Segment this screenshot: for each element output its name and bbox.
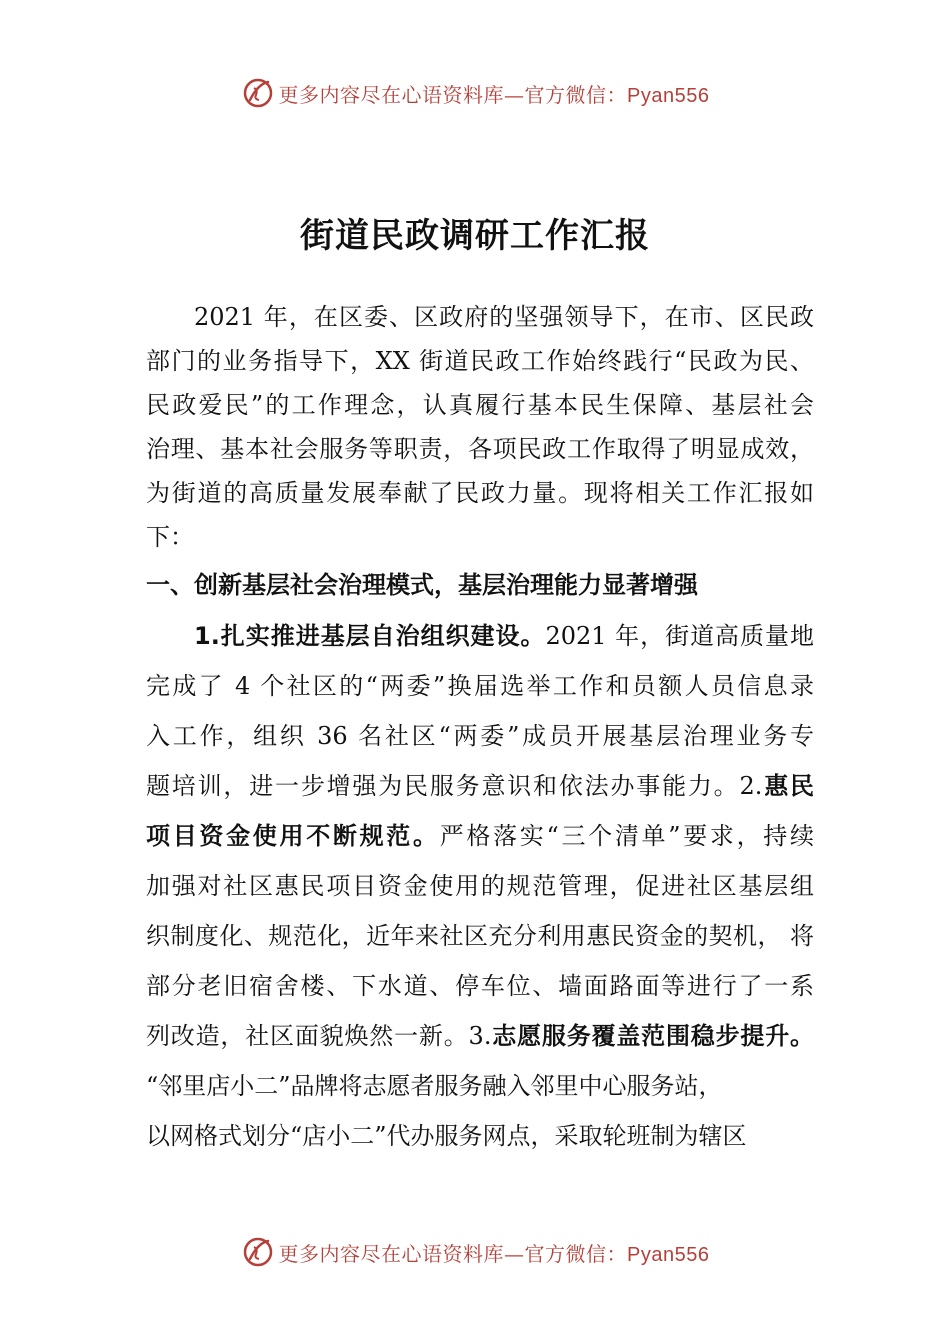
watermark-text: 更多内容尽在心语资料库—官方微信：Pyan556	[278, 82, 710, 107]
paragraph-line: 加强对社区惠民项目资金使用的规范管理，促进社区基层组	[146, 872, 814, 900]
section-heading: 一、创新基层社会治理模式，基层治理能力显著增强	[146, 571, 698, 599]
item-title: 项目资金使用不断规范。	[146, 822, 440, 850]
paragraph-line: 入工作，组织 36 名社区“两委”成员开展基层治理业务专	[146, 722, 814, 750]
paragraph-line: 题培训，进一步增强为民服务意识和依法办事能力。2.惠民	[146, 772, 814, 800]
paragraph-line: 列改造，社区面貌焕然一新。3.志愿服务覆盖范围稳步提升。	[146, 1022, 814, 1050]
paragraph-line: 1.扎实推进基层自治组织建设。2021 年，街道高质量地	[194, 622, 814, 650]
watermark-text: 更多内容尽在心语资料库—官方微信：Pyan556	[278, 1241, 710, 1266]
paragraph-line: 项目资金使用不断规范。严格落实“三个清单”要求，持续	[146, 822, 814, 850]
item-title: 志愿服务覆盖范围稳步提升。	[491, 1022, 814, 1050]
paragraph-line: 部分老旧宿舍楼、下水道、停车位、墙面路面等进行了一系	[146, 972, 814, 1000]
paragraph-line: 下：	[146, 523, 194, 551]
paragraph-line: 完成了 4 个社区的“两委”换届选举工作和员额人员信息录	[146, 672, 814, 700]
paragraph-line: 织制度化、规范化，近年来社区充分利用惠民资金的契机， 将	[146, 922, 814, 950]
paragraph-line: 2021 年，在区委、区政府的坚强领导下，在市、区民政	[194, 303, 814, 331]
paragraph-line: 治理、基本社会服务等职责，各项民政工作取得了明显成效，	[146, 435, 814, 463]
document-body	[146, 295, 814, 1161]
paragraph-line: 以网格式划分“店小二”代办服务网点，采取轮班制为辖区	[146, 1122, 747, 1150]
item-title: 惠民	[762, 772, 814, 800]
item-title: 1.扎实推进基层自治组织建设。	[194, 622, 546, 650]
paragraph-line: 民政爱民”的工作理念，认真履行基本民生保障、基层社会	[146, 391, 814, 419]
paragraph-line: 部门的业务指导下，XX 街道民政工作始终践行“民政为民、	[146, 347, 814, 375]
document-title: 街道民政调研工作汇报	[300, 216, 650, 256]
watermark-banner-bottom	[0, 1232, 950, 1272]
wechat-id: Pyan556	[627, 84, 710, 107]
brand-logo-icon	[241, 1235, 275, 1269]
paragraph-line: 为街道的高质量发展奉献了民政力量。现将相关工作汇报如	[146, 479, 814, 507]
paragraph-line: “邻里店小二”品牌将志愿者服务融入邻里中心服务站，	[146, 1072, 723, 1100]
wechat-id: Pyan556	[627, 1243, 710, 1266]
brand-logo-icon	[241, 76, 275, 110]
watermark-banner-top	[0, 73, 950, 113]
